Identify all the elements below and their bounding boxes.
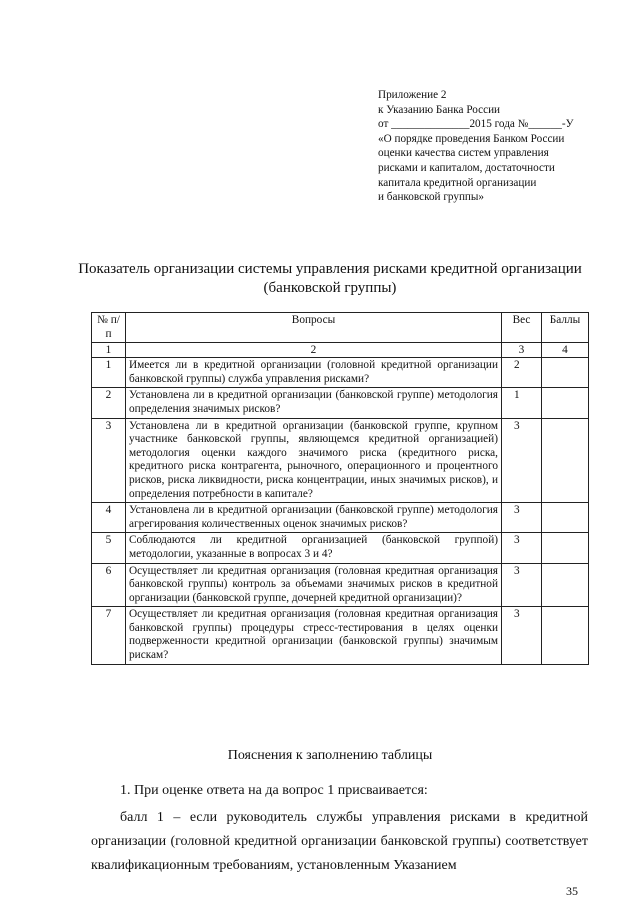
- header-question: Вопросы: [126, 313, 502, 343]
- row-weight: 3: [502, 503, 542, 533]
- table-header-row: [92, 313, 589, 343]
- appendix-line: к Указанию Банка России: [378, 103, 501, 116]
- row-weight: 3: [502, 418, 542, 503]
- row-weight: 3: [502, 563, 542, 607]
- row-question: Соблюдаются ли кредитной организацией (банковской группой) методологии, указанные в вопросах 3 и 4?: [126, 533, 502, 563]
- table-row: [92, 358, 589, 388]
- row-score[interactable]: [542, 607, 589, 664]
- row-score[interactable]: [542, 503, 589, 533]
- appendix-line: рисками и капиталом, достаточности: [378, 161, 555, 174]
- risk-table: [91, 312, 589, 665]
- row-score[interactable]: [542, 388, 589, 418]
- row-weight: 2: [502, 358, 542, 388]
- notes-title: Пояснения к заполнению таблицы: [227, 748, 433, 763]
- index-cell: 1: [92, 343, 126, 358]
- row-score[interactable]: [542, 533, 589, 563]
- row-num: 7: [92, 607, 126, 664]
- appendix-line: «О порядке проведения Банком России: [378, 132, 565, 145]
- appendix-block: [378, 88, 628, 205]
- appendix-line: и банковской группы»: [378, 191, 485, 204]
- row-num: 3: [92, 418, 126, 503]
- row-score[interactable]: [542, 418, 589, 503]
- table-row: [92, 563, 589, 607]
- row-score[interactable]: [542, 563, 589, 607]
- row-weight: 3: [502, 533, 542, 563]
- row-weight: 1: [502, 388, 542, 418]
- document-title: Показатель организации системы управления рисками кредитной организации (банковской группы): [78, 261, 582, 296]
- table-row: [92, 607, 589, 664]
- row-question: Установлена ли в кредитной организации (банковской группе) методология определения значимых рисков?: [126, 388, 502, 418]
- appendix-line: оценки качества систем управления: [378, 147, 549, 160]
- row-question: Установлена ли в кредитной организации (банковской группе) методология агрегирования количественных оценок значимых рисков?: [126, 503, 502, 533]
- row-question: Осуществляет ли кредитная организация (головная кредитная организация банковской группы) процедуры стресс-тестирования в целях оценки подверженности кредитной организации (банковской группы) значимым рискам?: [126, 607, 502, 664]
- table-row: [92, 418, 589, 503]
- row-score[interactable]: [542, 358, 589, 388]
- appendix-line: от ______________2015 года №______-У: [378, 118, 574, 131]
- row-question: Установлена ли в кредитной организации (банковской группе, крупном участнике банковской группы, являющемся кредитной организацией) методология оценки каждого значимого риска (кредитного риска, кредитного риска контрагента, рыночного, операционного и процентного рисков, риска ликвидности, риска концентрации, иных значимых рисков), и определения потребности в капитале?: [126, 418, 502, 503]
- header-score: Баллы: [542, 313, 589, 343]
- notes-paragraph-1: 1. При оценке ответа на да вопрос 1 присваивается:: [120, 783, 428, 798]
- notes-paragraph-2: балл 1 – если руководитель службы управления рисками в кредитной организации (головной кредитной организации банковской группы) соответствует квалификационным требованиям, установленным Указанием: [91, 810, 588, 873]
- row-question: Осуществляет ли кредитная организация (головная кредитная организация банковской группы) контроль за объемами значимых рисков в кредитной организации (банковской группе, дочерней кредитной организации)?: [126, 563, 502, 607]
- row-question: Имеется ли в кредитной организации (головной кредитной организации банковской группы) служба управления рисками?: [126, 358, 502, 388]
- header-num: № п/п: [92, 313, 126, 343]
- table-row: [92, 388, 589, 418]
- header-weight: Вес: [502, 313, 542, 343]
- index-cell: 3: [502, 343, 542, 358]
- index-cell: 4: [542, 343, 589, 358]
- table-row: [92, 503, 589, 533]
- index-cell: 2: [126, 343, 502, 358]
- appendix-line: Приложение 2: [378, 89, 447, 101]
- row-num: 5: [92, 533, 126, 563]
- row-weight: 3: [502, 607, 542, 664]
- row-num: 4: [92, 503, 126, 533]
- page-number: 35: [566, 884, 578, 898]
- appendix-line: капитала кредитной организации: [378, 176, 537, 189]
- row-num: 2: [92, 388, 126, 418]
- row-num: 1: [92, 358, 126, 388]
- table-row: [92, 533, 589, 563]
- row-num: 6: [92, 563, 126, 607]
- table-index-row: [92, 343, 589, 358]
